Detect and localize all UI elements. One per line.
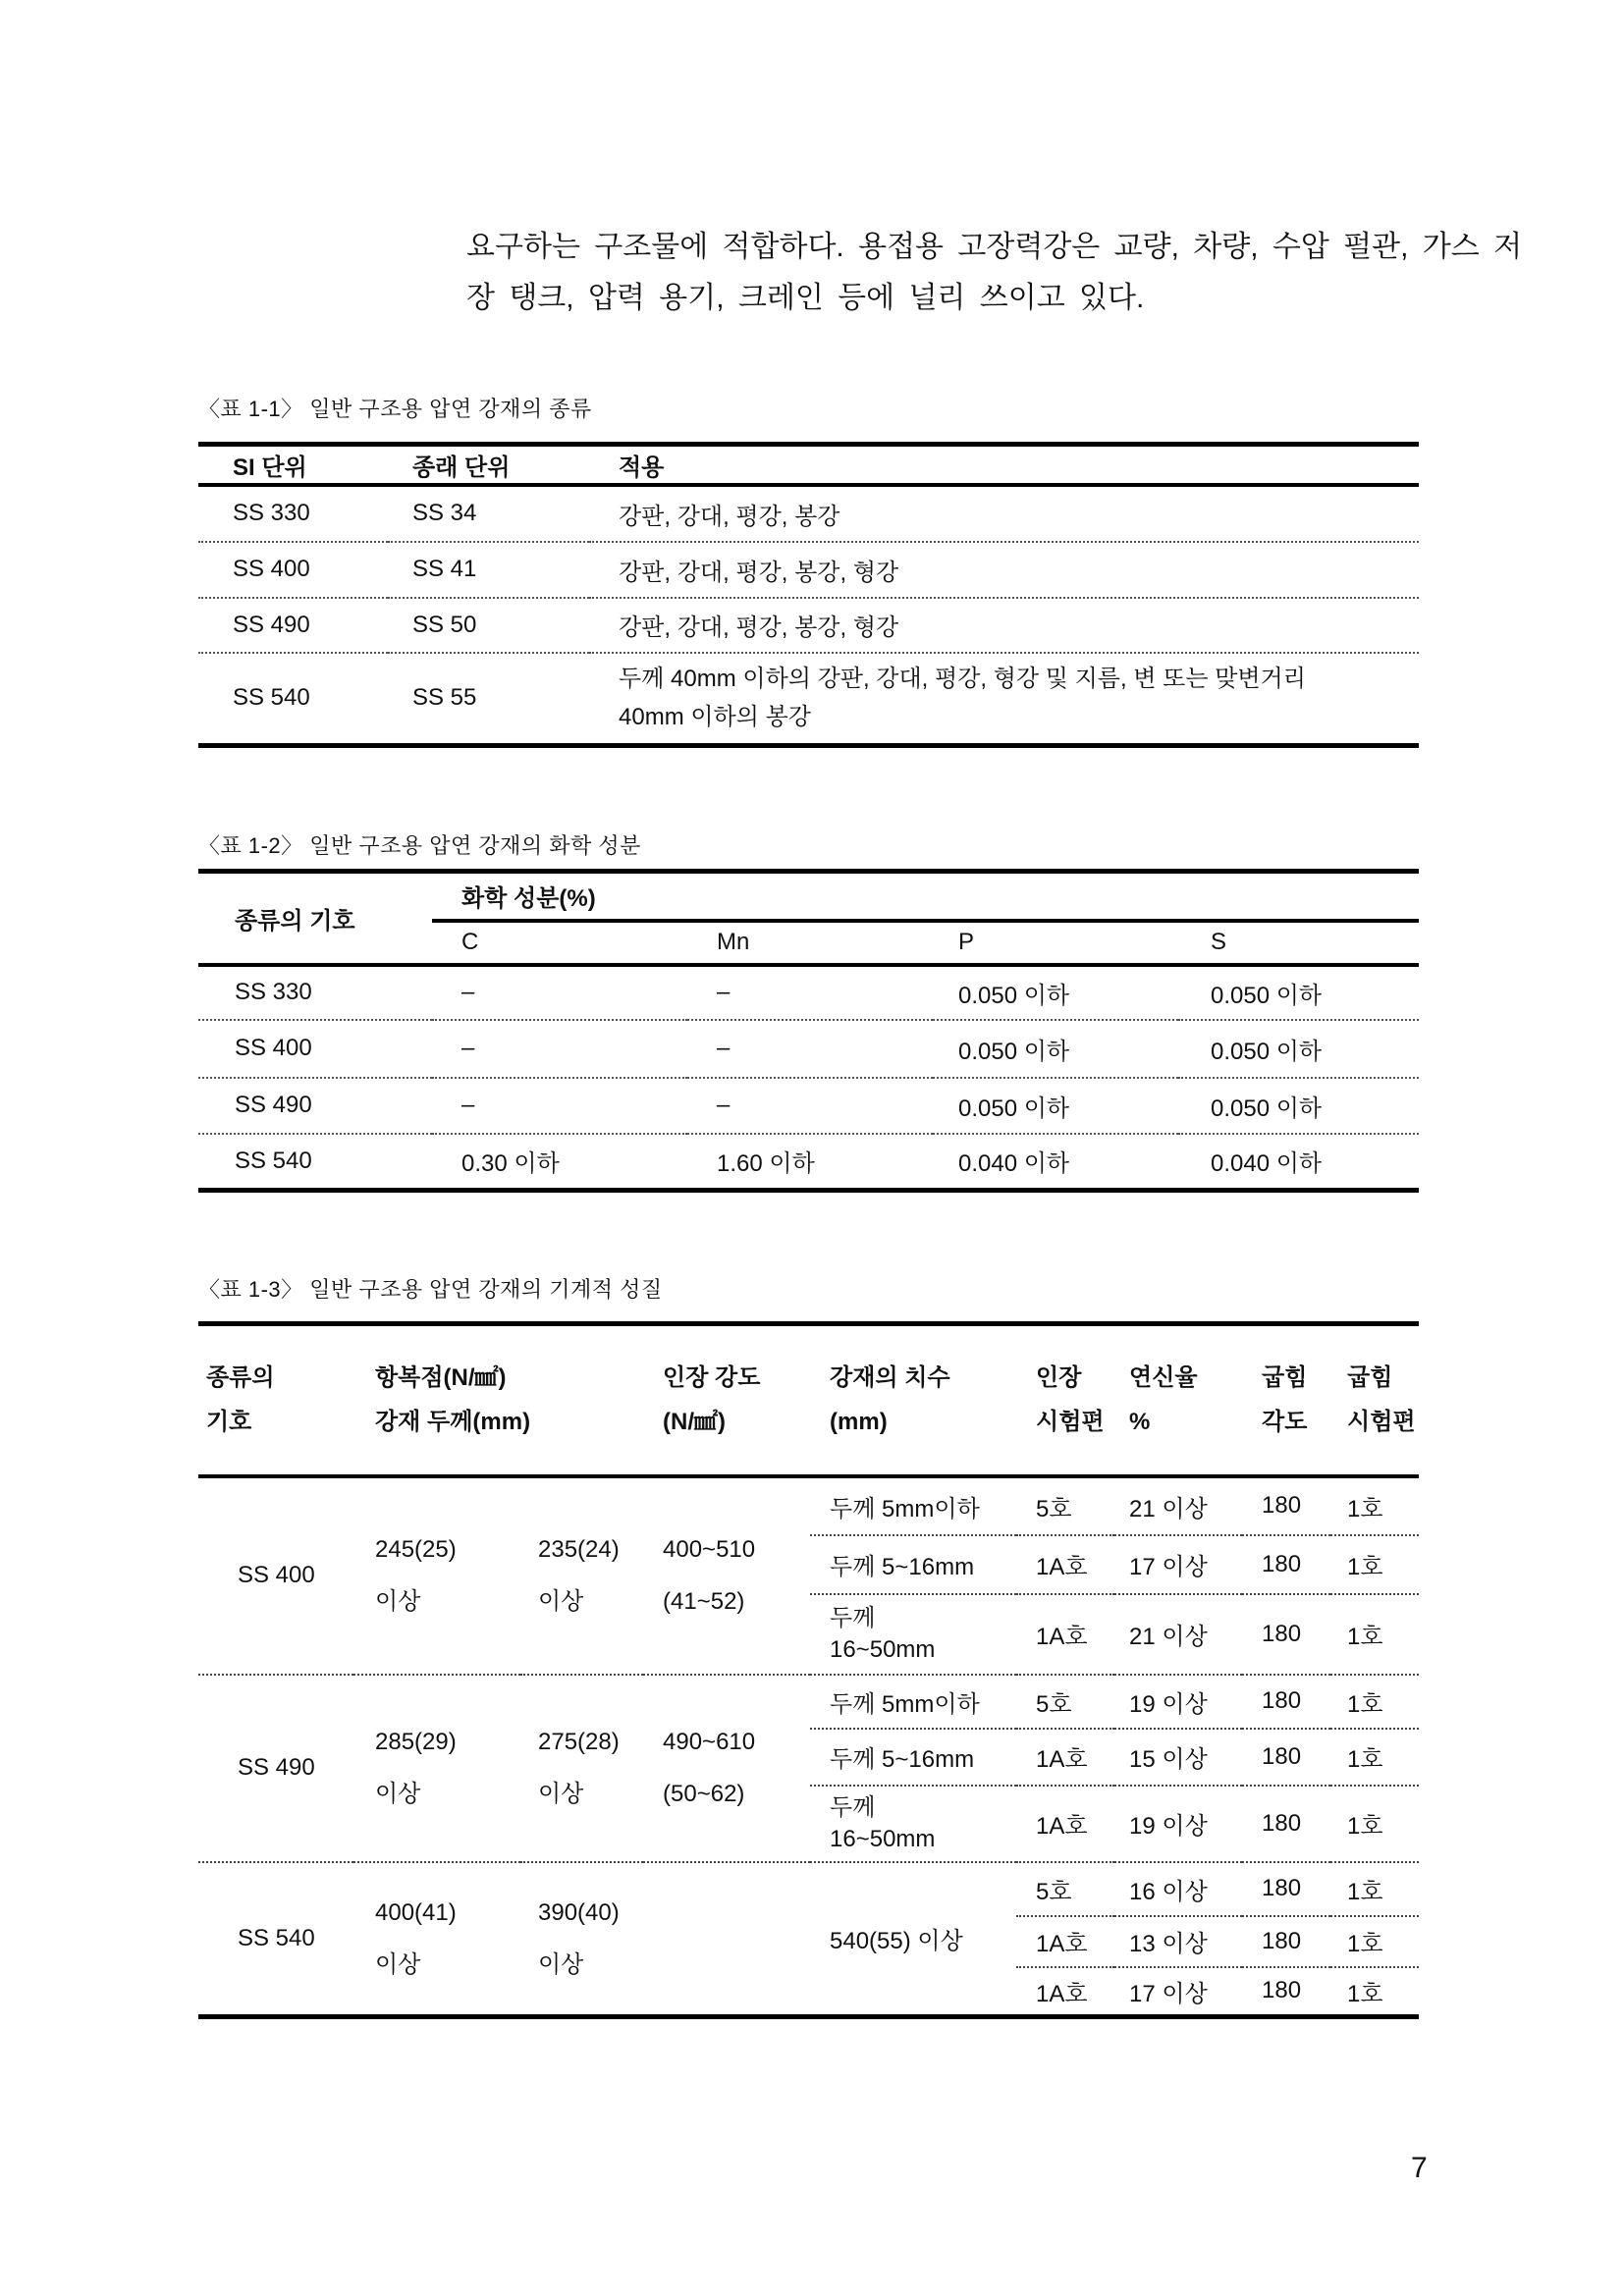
cell-old: SS 34 [412,500,477,526]
table-mechanical-properties [198,1321,1419,2019]
table-chemical-composition [198,869,1419,1193]
intro-paragraph [466,222,1523,324]
column-header-kind: 종류의 기호 [198,1324,353,1476]
cell-c: – [432,1020,687,1078]
cell-use: 강판, 강대, 평강, 봉강, 형강 [589,598,1419,653]
table-row [198,485,1419,542]
cell-kind: SS 540 [198,1134,432,1191]
cell-kind: SS 400 [238,1562,315,1588]
cell-dimension: 두께 16~50mm [810,1786,1016,1862]
cell-dimension: 두께 5~16mm [810,1729,1016,1786]
table-row [198,1078,1419,1134]
cell-si: SS 490 [198,598,388,653]
cell-tensile: 400~510 (41~52) [663,1536,756,1615]
cell-mn: – [717,979,731,1005]
table-row [198,653,1419,746]
column-header-elongation: 연신율 % [1114,1324,1242,1476]
cell-si: SS 540 [198,653,388,746]
cell-dimension: 두께 16~50mm [810,1594,1016,1675]
table-steel-types [198,442,1419,748]
cell-mn: – [687,1078,933,1134]
column-header-c: C [432,921,687,965]
cell-elongation: 19 이상 [1114,1786,1242,1862]
cell-tensile: 490~610 (50~62) [643,1675,810,1862]
cell-elongation: 21 이상 [1129,1495,1208,1522]
cell-yield2: 235(24) 이상 [538,1536,620,1615]
cell-kind: SS 400 [198,1020,432,1078]
column-header-yield: 항복점(N/㎟) 강재 두께(mm) [353,1324,643,1476]
table1-header-row [198,445,1419,485]
cell-p: 0.050 이하 [933,1020,1178,1078]
cell-s: 0.040 이하 [1178,1134,1419,1191]
column-header-s: S [1178,921,1419,965]
cell-bend-specimen: 1호 [1330,1862,1419,1916]
table3-caption: 〈표 1-3〉 일반 구조용 압연 강재의 기계적 성질 [198,1277,663,1302]
cell-bend-angle: 180 [1242,1535,1330,1594]
cell-p: 0.050 이하 [958,982,1070,1009]
column-header-mn: Mn [687,921,933,965]
cell-s: 0.050 이하 [1211,982,1323,1009]
cell-use: 강판, 강대, 평강, 봉강 [619,503,840,530]
cell-specimen: 1A호 [1016,1729,1114,1786]
cell-use: 강판, 강대, 평강, 봉강, 형강 [589,542,1419,598]
cell-old: SS 55 [388,653,589,746]
cell-yield1: 245(25) 이상 [375,1536,457,1615]
cell-bend-angle: 180 [1242,1786,1330,1862]
cell-specimen: 5호 [1016,1862,1114,1916]
cell-yield1: 285(29) 이상 [353,1675,520,1862]
cell-si: SS 330 [233,500,310,526]
cell-kind: SS 490 [198,1675,353,1862]
cell-p: 0.040 이하 [933,1134,1178,1191]
cell-s: 0.050 이하 [1178,1078,1419,1134]
column-header-p: P [933,921,1178,965]
column-header: SI 단위 [198,445,388,485]
cell-specimen: 1A호 [1016,1535,1114,1594]
cell-elongation: 13 이상 [1114,1916,1242,1967]
cell-bend-specimen: 1호 [1330,1786,1419,1862]
paragraph-line: 장 탱크, 압력 용기, 크레인 등에 널리 쓰이고 있다. [466,282,1145,314]
cell-specimen: 1A호 [1016,1594,1114,1675]
cell-bend-angle: 180 [1242,1967,1330,2017]
column-header-bend-angle: 굽힘 각도 [1242,1324,1330,1476]
table-row [198,542,1419,598]
cell-elongation: 17 이상 [1114,1535,1242,1594]
cell-bend-specimen: 1호 [1347,1495,1383,1522]
cell-use [589,653,1419,746]
column-header-kind: 종류의 기호 [198,872,432,965]
table3-header-row [198,1324,1419,1476]
cell-tensile-merged: 540(55) 이상 [810,1862,1016,2017]
cell-s: 0.050 이하 [1178,1020,1419,1078]
cell-bend-specimen: 1호 [1330,1967,1419,2017]
cell-specimen: 5호 [1016,1675,1114,1729]
cell-specimen: 5호 [1036,1495,1072,1522]
column-header-bend-specimen: 굽힘 시험편 [1330,1324,1419,1476]
table2-header-row [198,872,1419,921]
cell-bend-specimen: 1호 [1330,1916,1419,1967]
cell-p: 0.050 이하 [933,1078,1178,1134]
cell-mn: – [687,1020,933,1078]
cell-kind: SS 330 [235,979,312,1005]
table-row [198,965,1419,1020]
cell-specimen: 1A호 [1016,1916,1114,1967]
cell-kind: SS 540 [198,1862,353,2017]
column-header-tensile-specimen: 인장 시험편 [1016,1324,1114,1476]
cell-specimen: 1A호 [1016,1967,1114,2017]
cell-elongation: 15 이상 [1114,1729,1242,1786]
table-row [198,1134,1419,1191]
cell-specimen: 1A호 [1016,1786,1114,1862]
cell-bend-angle: 180 [1242,1675,1330,1729]
cell-bend-specimen: 1호 [1330,1675,1419,1729]
cell-bend-specimen: 1호 [1330,1594,1419,1675]
cell-elongation: 21 이상 [1114,1594,1242,1675]
table-row [198,1020,1419,1078]
cell-c: – [461,979,475,1005]
cell-line: 40mm 이하의 봉강 [619,704,811,731]
column-header: 적용 [589,445,1419,485]
cell-elongation: 19 이상 [1114,1675,1242,1729]
cell-bend-specimen: 1호 [1330,1535,1419,1594]
cell-c: – [432,1078,687,1134]
cell-tensile-empty [643,1862,810,2017]
cell-c: 0.30 이하 [432,1134,687,1191]
cell-dimension: 두께 5mm이하 [810,1675,1016,1729]
cell-line: 두께 40mm 이하의 강판, 강대, 평강, 형강 및 지름, 변 또는 맞변거리 [619,666,1306,693]
cell-bend-angle: 180 [1242,1916,1330,1967]
cell-yield2: 390(40) 이상 [520,1862,643,2017]
cell-kind: SS 490 [198,1078,432,1134]
table-row [198,1675,1419,1729]
cell-elongation: 16 이상 [1114,1862,1242,1916]
cell-yield1: 400(41) 이상 [353,1862,520,2017]
table-row [198,598,1419,653]
column-header-dimension: 강재의 치수 (mm) [810,1324,1016,1476]
column-header-tensile: 인장 강도 (N/㎟) [643,1324,810,1476]
cell-dimension: 두께 5~16mm [810,1535,1016,1594]
cell-bend-angle: 180 [1242,1594,1330,1675]
cell-dimension: 두께 5mm이하 [830,1495,980,1522]
cell-si: SS 400 [198,542,388,598]
table1-caption: 〈표 1-1〉 일반 구조용 압연 강재의 종류 [198,397,592,421]
cell-elongation: 17 이상 [1114,1967,1242,2017]
cell-bend-angle: 180 [1242,1729,1330,1786]
cell-yield2: 275(28) 이상 [520,1675,643,1862]
column-header-group: 화학 성분(%) [432,872,1419,921]
page-number: 7 [1411,2152,1428,2184]
column-header: 종래 단위 [388,445,589,485]
table-row [198,1862,1419,1916]
cell-bend-angle: 180 [1262,1492,1302,1519]
table-row [198,1476,1419,1535]
cell-old: SS 41 [388,542,589,598]
paragraph-line: 요구하는 구조물에 적합하다. 용접용 고장력강은 교량, 차량, 수압 펄관, 가스 저 [466,231,1523,263]
cell-bend-angle: 180 [1242,1862,1330,1916]
cell-mn: 1.60 이하 [687,1134,933,1191]
cell-bend-specimen: 1호 [1330,1729,1419,1786]
cell-old: SS 50 [388,598,589,653]
table2-caption: 〈표 1-2〉 일반 구조용 압연 강재의 화학 성분 [198,833,641,858]
